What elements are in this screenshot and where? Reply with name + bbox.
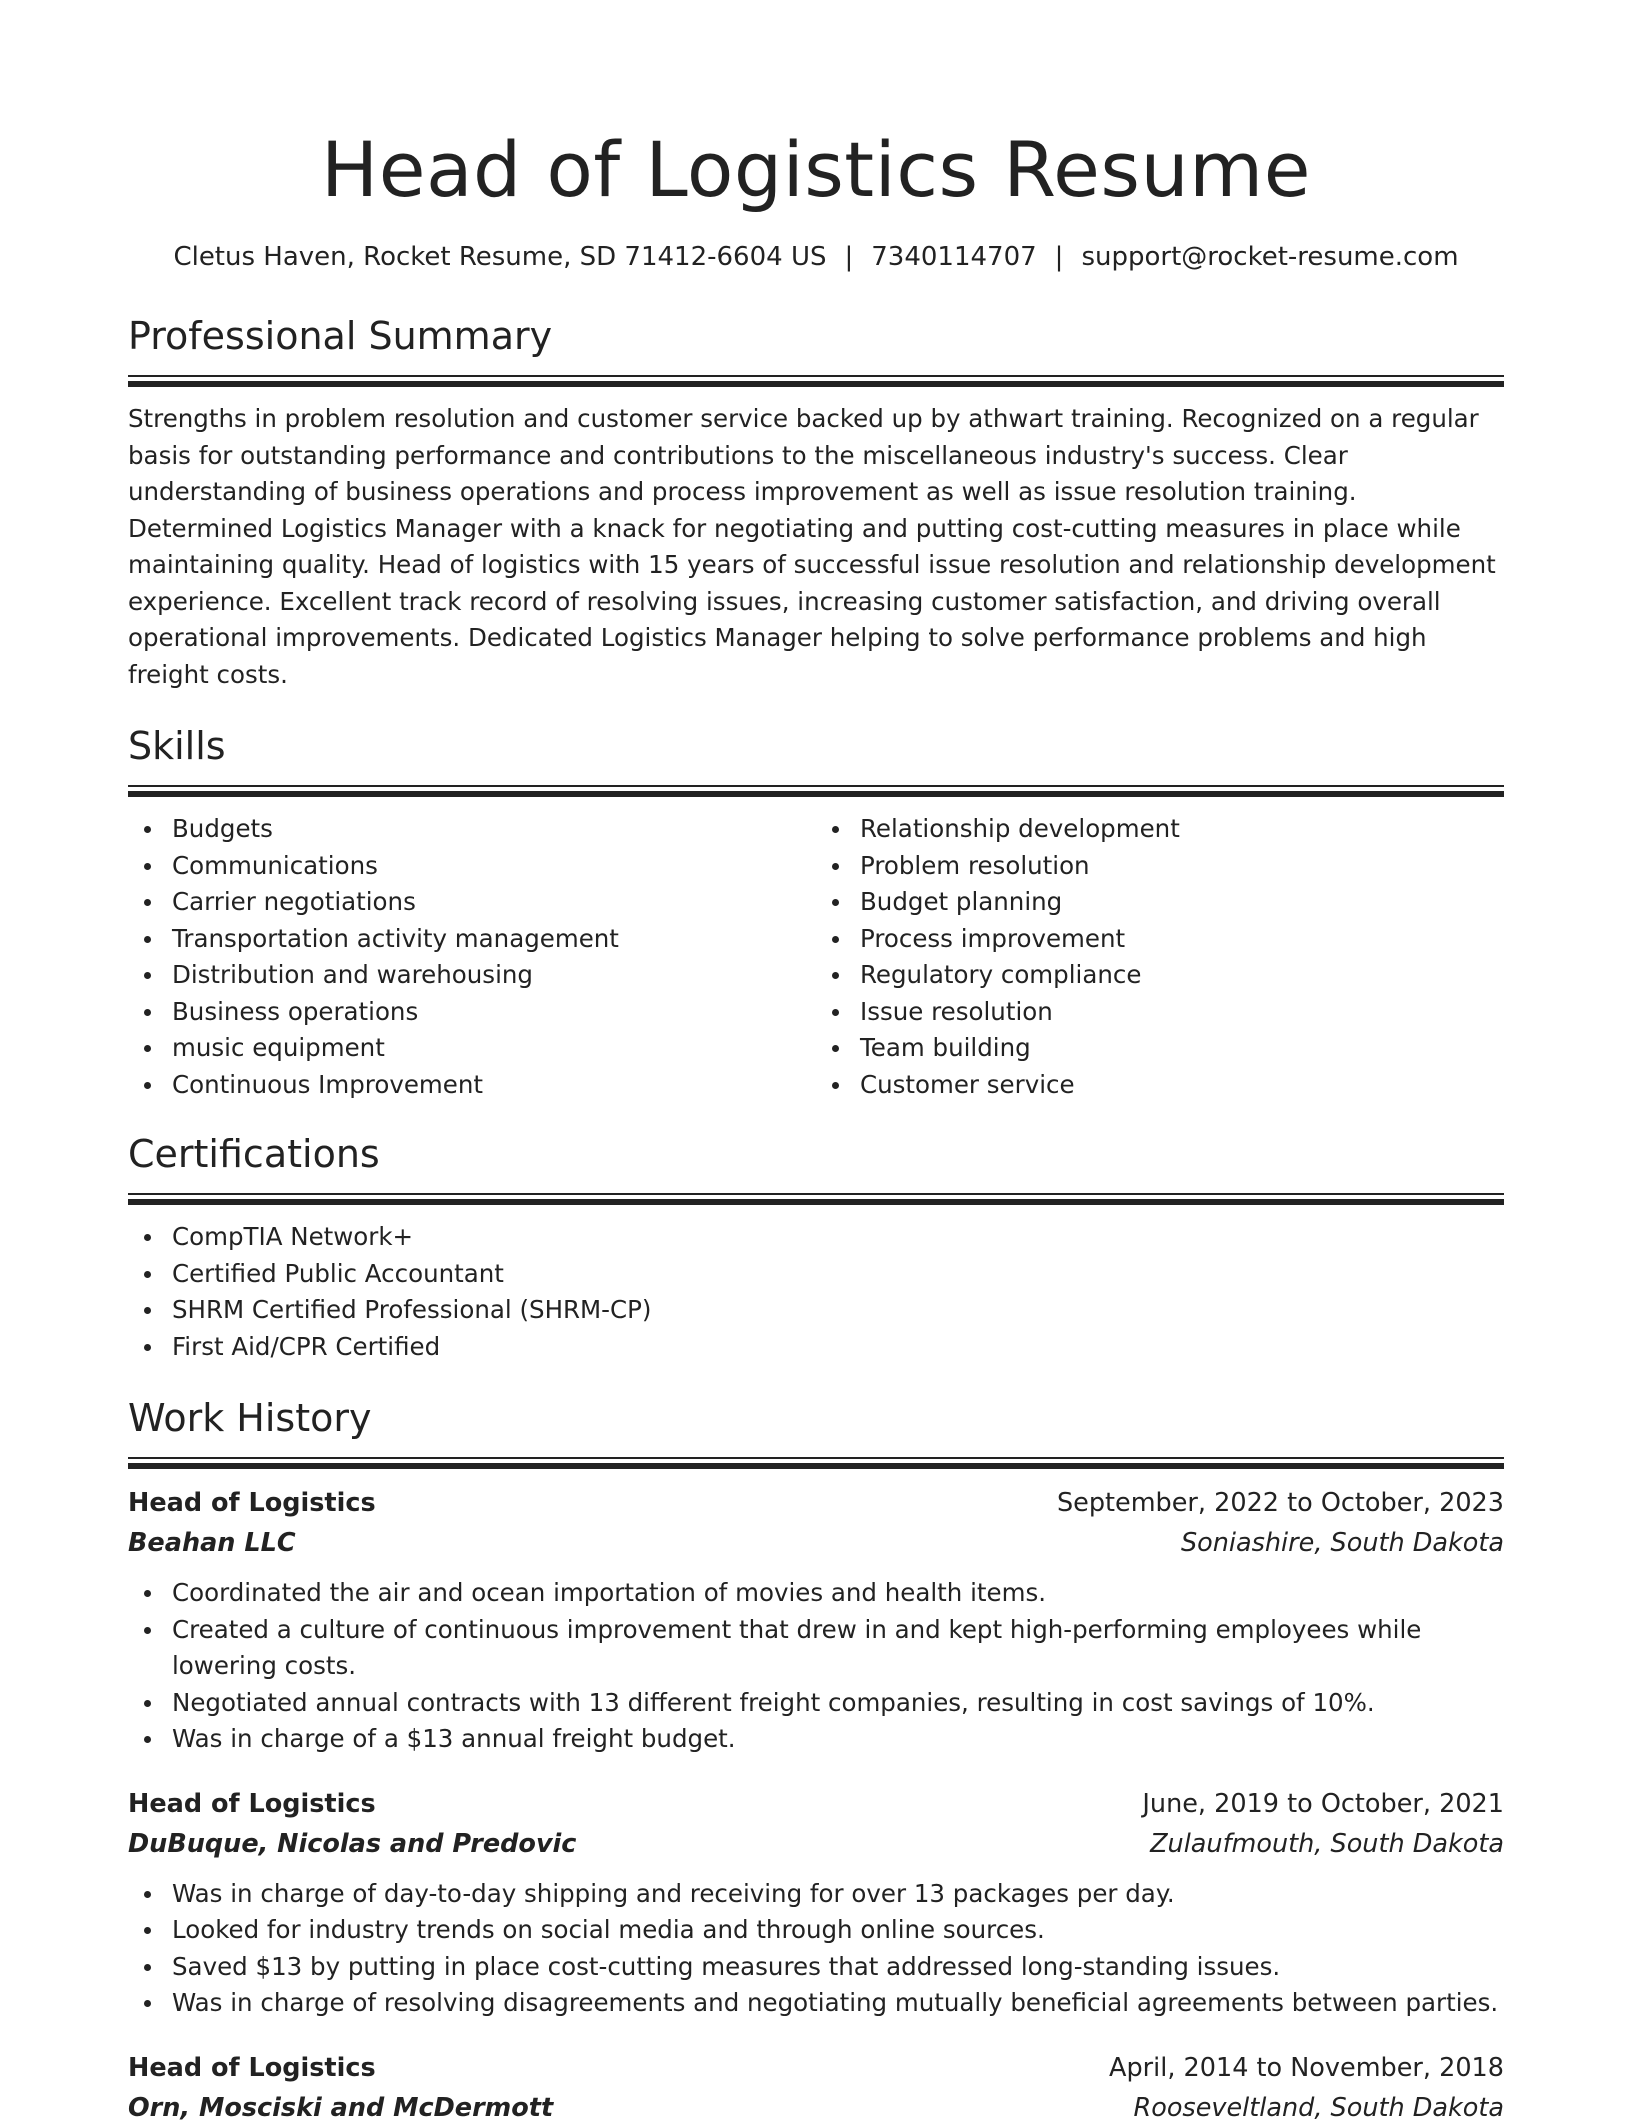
job-header-row (128, 2048, 1504, 2088)
job-bullets (128, 1575, 1504, 1758)
job-header-row (128, 1483, 1504, 1523)
work-history-heading: Work History (128, 1396, 372, 1440)
skill-item: Process improvement (816, 921, 1504, 958)
resume-title: Head of Logistics Resume (321, 125, 1311, 214)
certification-item: First Aid/CPR Certified (128, 1329, 1504, 1366)
job-company: Beahan LLC (128, 1528, 296, 1558)
job-entry (128, 1784, 1504, 2022)
contact-separator: | (844, 242, 854, 272)
skill-item: Communications (128, 848, 816, 885)
skills-list-right (816, 811, 1504, 1103)
skill-item: Continuous Improvement (128, 1067, 816, 1104)
certifications-heading: Certifications (128, 1132, 380, 1176)
job-title: Head of Logistics (128, 1788, 376, 1819)
skill-item: Problem resolution (816, 848, 1504, 885)
section-divider (128, 375, 1504, 387)
contact-email: support@rocket-resume.com (1081, 242, 1459, 272)
certification-item: SHRM Certified Professional (SHRM-CP) (128, 1292, 1504, 1329)
skill-item: Transportation activity management (128, 921, 816, 958)
skill-item: Regulatory compliance (816, 957, 1504, 994)
job-dates: June, 2019 to October, 2021 (1142, 1788, 1504, 1819)
section-divider (128, 785, 1504, 797)
skills-section (128, 721, 1504, 1103)
job-location: Rooseveltland, South Dakota (1133, 2092, 1504, 2123)
summary-section (128, 311, 1504, 693)
job-company: DuBuque, Nicolas and Predovic (128, 1828, 577, 1859)
job-header-row (128, 1784, 1504, 1824)
work-history-section (128, 1393, 1504, 2128)
job-bullets (128, 1876, 1504, 2022)
job-company: Orn, Mosciski and McDermott (128, 2092, 554, 2123)
certifications-section (128, 1129, 1504, 1365)
skill-item: Team building (816, 1030, 1504, 1067)
job-entry (128, 2048, 1504, 2128)
certification-item: Certified Public Accountant (128, 1256, 1504, 1293)
job-dates: September, 2022 to October, 2023 (1056, 1488, 1504, 1518)
job-bullet: Was in charge of day-to-day shipping and receiving for over 13 packages per day. (128, 1876, 1504, 1913)
skills-heading: Skills (128, 724, 226, 768)
certifications-list (128, 1219, 1504, 1365)
section-divider (128, 1457, 1504, 1469)
job-bullet: Coordinated the air and ocean importation of movies and health items. (128, 1575, 1504, 1612)
summary-heading: Professional Summary (128, 314, 553, 358)
skill-item: Carrier negotiations (128, 884, 816, 921)
contact-separator: | (1054, 242, 1064, 272)
skills-columns (128, 811, 1504, 1103)
skill-item: Relationship development (816, 811, 1504, 848)
contact-address: Cletus Haven, Rocket Resume, SD 71412-6604 US (173, 242, 827, 272)
job-company-row (128, 1523, 1504, 1563)
job-company-row (128, 2088, 1504, 2128)
job-bullet: Saved $13 by putting in place cost-cutting measures that addressed long-standing issues. (128, 1949, 1504, 1986)
job-location: Zulaufmouth, South Dakota (1150, 1828, 1504, 1859)
skill-item: Budget planning (816, 884, 1504, 921)
job-company-row (128, 1824, 1504, 1864)
skills-list-left (128, 811, 816, 1103)
skill-item: Issue resolution (816, 994, 1504, 1031)
skill-item: Business operations (128, 994, 816, 1031)
job-location: Soniashire, South Dakota (1180, 1528, 1504, 1558)
job-entry (128, 1483, 1504, 1758)
skill-item: Budgets (128, 811, 816, 848)
job-dates: April, 2014 to November, 2018 (1109, 2052, 1504, 2083)
job-bullet: Created a culture of continuous improvement that drew in and kept high-performing employees while lowering costs. (128, 1612, 1504, 1685)
job-bullet: Was in charge of resolving disagreements and negotiating mutually beneficial agreements between parties. (128, 1985, 1504, 2022)
summary-text: Strengths in problem resolution and customer service backed up by athwart training. Recognized on a regular basis for outstanding performance and contributions to the miscellaneous industry's success. Clear understanding of business operations and process improvement as well as issue resolution training. Determined Logistics Manager with a knack for negotiating and putting cost-cutting measures in place while maintaining quality. Head of logistics with 15 years of successful issue resolution and relationship development experience. Excellent track record of resolving issues, increasing customer satisfaction, and driving overall operational improvements. Dedicated Logistics Manager helping to solve performance problems and high freight costs. (128, 404, 1496, 689)
job-bullet: Was in charge of a $13 annual freight budget. (128, 1721, 1504, 1758)
job-title: Head of Logistics (128, 1488, 376, 1518)
certification-item: CompTIA Network+ (128, 1219, 1504, 1256)
contact-line (128, 240, 1504, 274)
skill-item: music equipment (128, 1030, 816, 1067)
skill-item: Distribution and warehousing (128, 957, 816, 994)
skill-item: Customer service (816, 1067, 1504, 1104)
job-title: Head of Logistics (128, 2052, 376, 2083)
contact-phone: 7340114707 (871, 242, 1037, 272)
section-divider (128, 1193, 1504, 1205)
job-bullet: Negotiated annual contracts with 13 different freight companies, resulting in cost savings of 10%. (128, 1685, 1504, 1722)
job-bullet: Looked for industry trends on social media and through online sources. (128, 1912, 1504, 1949)
